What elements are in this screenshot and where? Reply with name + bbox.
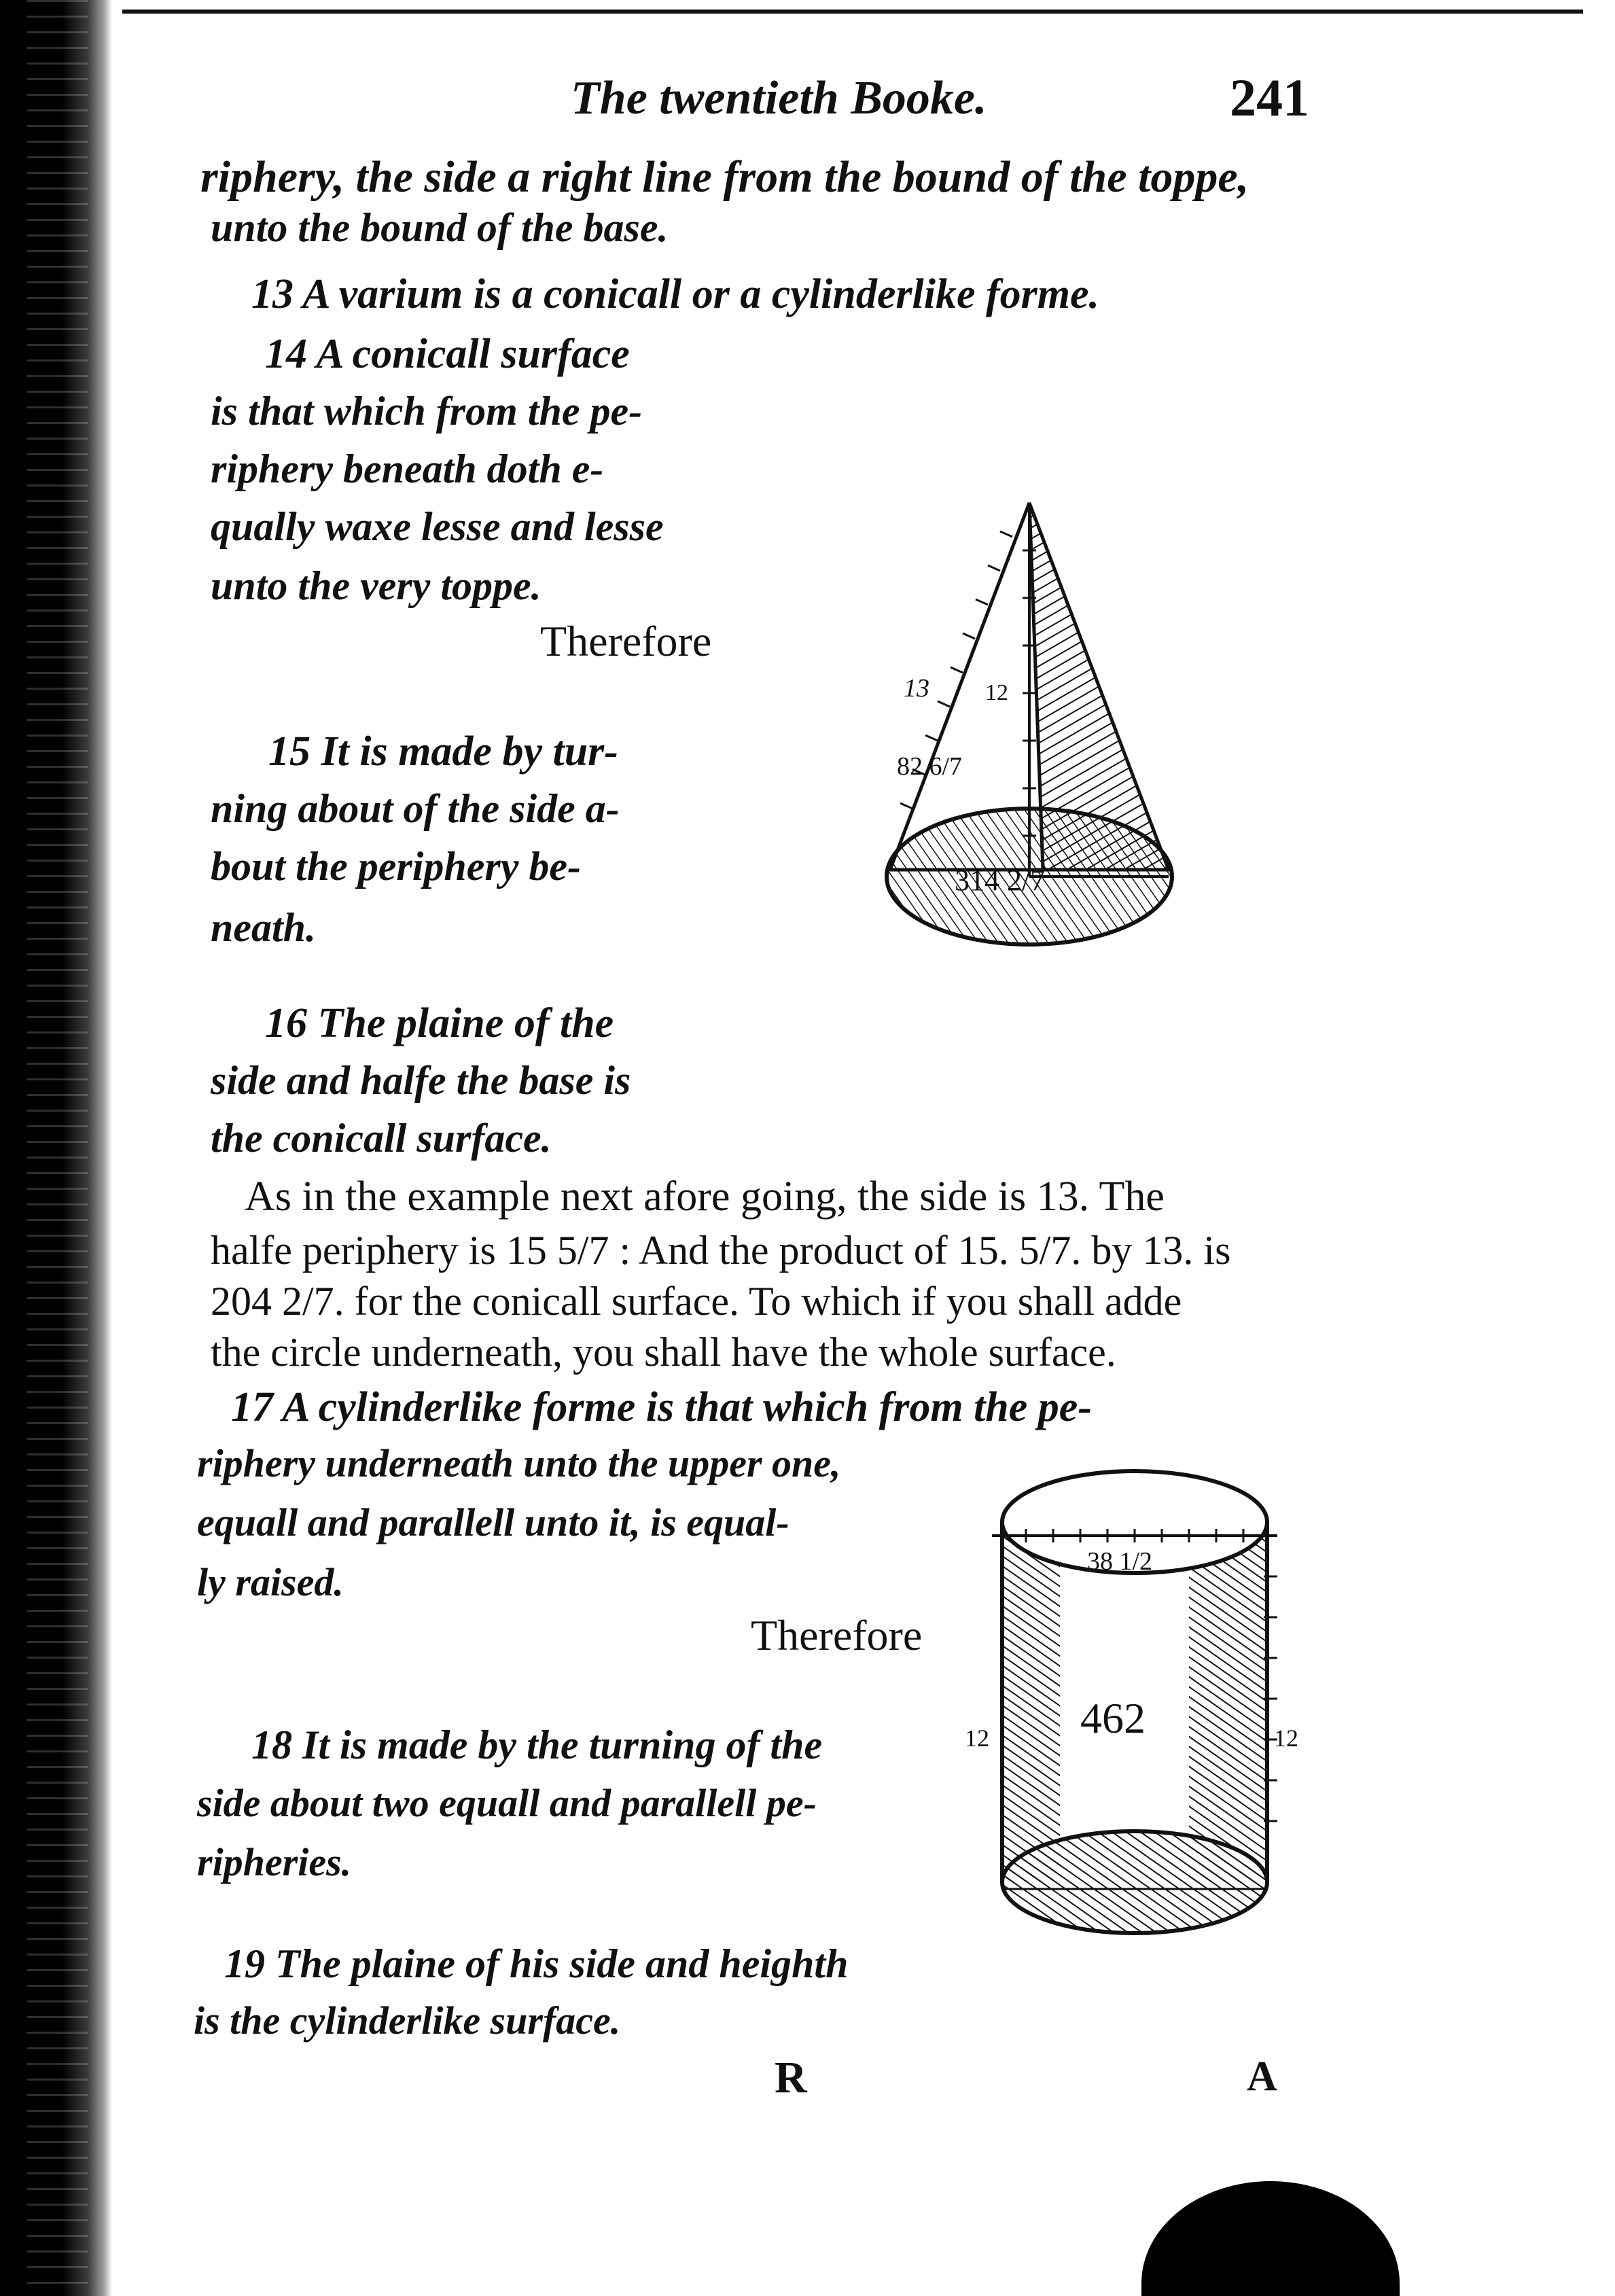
definition-14-line2: is that which from the pe- xyxy=(211,389,643,434)
cylinder-surface-label: 462 xyxy=(1080,1694,1146,1742)
definition-14-line4: qually waxe lesse and lesse xyxy=(211,504,664,549)
example-line-1: As in the example next afore going, the side is 13. The xyxy=(245,1173,1165,1220)
definition-13: 13 A varium is a conicall or a cylinderlike forme. xyxy=(251,271,1099,317)
definition-17-line2: riphery underneath unto the upper one, xyxy=(197,1441,841,1485)
thumb-shadow xyxy=(1141,2181,1400,2296)
therefore-1: Therefore xyxy=(540,617,712,665)
definition-17-line1: 17 A cylinderlike forme is that which from the pe- xyxy=(231,1384,1092,1430)
text-line-p1b: unto the bound of the base. xyxy=(211,205,669,250)
definition-19-line2: is the cylinderlike surface. xyxy=(194,1998,621,2043)
cylinder-left-height-label: 12 xyxy=(965,1725,989,1752)
definition-17-line4: ly raised. xyxy=(197,1560,344,1604)
definition-15-line2: ning about of the side a- xyxy=(211,786,620,831)
page-number: 241 xyxy=(1230,68,1309,127)
cone-height-label: 12 xyxy=(985,680,1008,705)
running-title: The twentieth Booke. xyxy=(571,72,987,124)
definition-14-line3: riphery beneath doth e- xyxy=(211,446,604,491)
definition-14-line1: 14 A conicall surface xyxy=(265,331,630,377)
text-line-p1a: riphery, the side a right line from the bound of the toppe, xyxy=(200,152,1249,202)
cylinder-top-label: 38 1/2 xyxy=(1087,1547,1153,1576)
definition-16-line2: side and halfe the base is xyxy=(211,1058,631,1103)
definition-15-line4: neath. xyxy=(211,905,317,950)
cylinder-bottom xyxy=(1002,1831,1267,1933)
definition-16-line1: 16 The plaine of the xyxy=(265,1000,614,1046)
gutter-texture xyxy=(27,0,88,2296)
top-rule xyxy=(122,10,1583,14)
cone-base-label: 314 2/7 xyxy=(955,864,1046,897)
definition-19-line1: 19 The plaine of his side and heighth xyxy=(224,1941,849,1986)
definition-15-line3: bout the periphery be- xyxy=(211,844,581,889)
definition-15-line1: 15 It is made by tur- xyxy=(268,728,618,775)
definition-18-line2: side about two equall and parallell pe- xyxy=(197,1781,817,1825)
catchword: A xyxy=(1247,2053,1277,2100)
cone-surface-label: 82 6/7 xyxy=(897,752,963,781)
cone-side-label: 13 xyxy=(904,674,929,703)
cylinder-figure xyxy=(965,1461,1305,1937)
definition-18-line1: 18 It is made by the turning of the xyxy=(251,1723,823,1767)
cone-figure xyxy=(849,489,1203,978)
therefore-2: Therefore xyxy=(751,1611,923,1659)
example-line-4: the circle underneath, you shall have the whole surface. xyxy=(211,1330,1116,1375)
definition-18-line3: ripheries. xyxy=(197,1840,352,1884)
example-line-3: 204 2/7. for the conicall surface. To which if you shall adde xyxy=(211,1279,1182,1324)
definition-16-line3: the conicall surface. xyxy=(211,1116,552,1161)
signature-mark: R xyxy=(775,2053,807,2102)
definition-14-line5: unto the very toppe. xyxy=(211,563,542,608)
example-line-2: halfe periphery is 15 5/7 : And the product of 15. 5/7. by 13. is xyxy=(211,1228,1231,1273)
definition-17-line3: equall and parallell unto it, is equal- xyxy=(197,1500,789,1544)
cylinder-right-height-label: 12 xyxy=(1274,1725,1298,1752)
